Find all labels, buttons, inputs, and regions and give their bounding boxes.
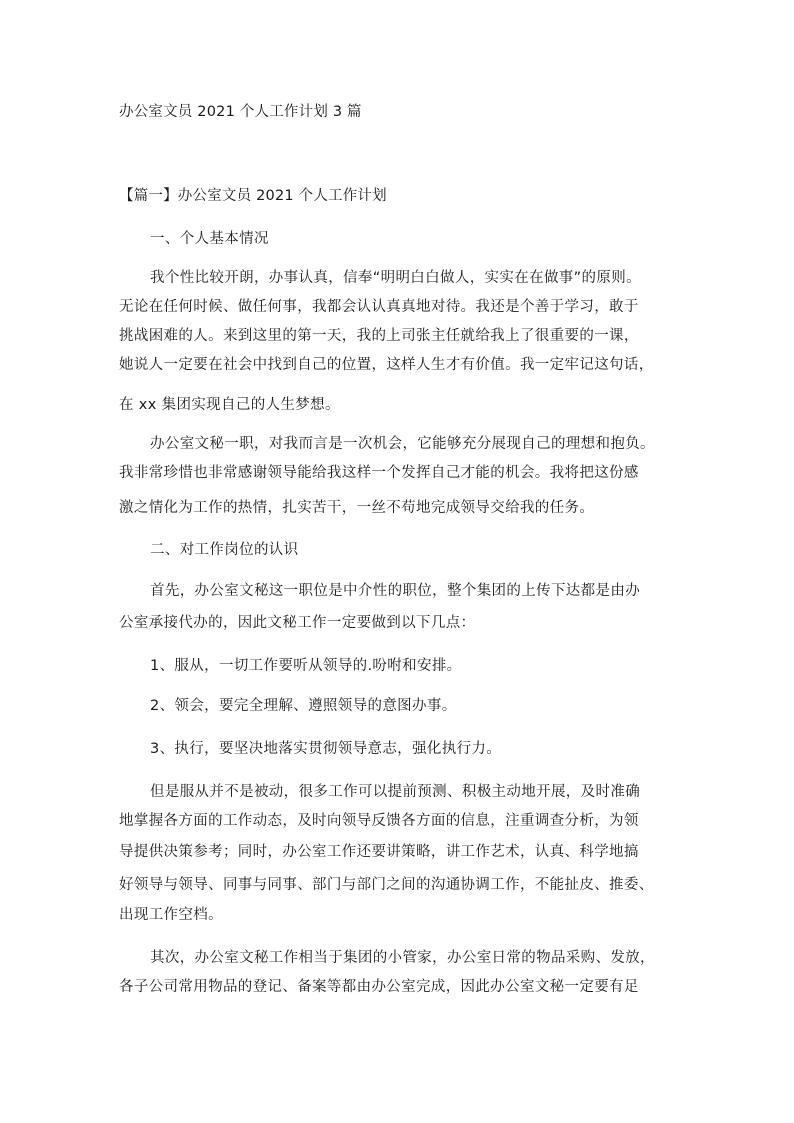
paragraph-line: 办公室文秘一职，对我而言是一次机会，它能够充分展现自己的理想和抱负。 bbox=[150, 436, 655, 452]
paragraph-line: 激之情化为工作的热情，扎实苦干，一丝不苟地完成领导交给我的任务。 bbox=[119, 500, 595, 516]
paragraph-line: 挑战困难的人。来到这里的第一天，我的上司张主任就给我上了很重要的一课， bbox=[119, 328, 639, 344]
list-item: 1、服从，一切工作要听从领导的.吩咐和安排。 bbox=[150, 658, 462, 674]
list-item: 3、执行，要坚决地落实贯彻领导意志，强化执行力。 bbox=[150, 741, 502, 757]
list-item: 2、领会，要完全理解、遵照领导的意图办事。 bbox=[150, 698, 457, 714]
paragraph-line: 但是服从并不是被动，很多工作可以提前预测、积极主动地开展，及时准确 bbox=[150, 784, 641, 800]
paragraph-line: 其次，办公室文秘工作相当于集团的小管家，办公室日常的物品采购、发放， bbox=[150, 950, 655, 966]
paragraph-line: 公室承接代办的，因此文秘工作一定要做到以下几点： bbox=[119, 615, 476, 631]
paragraph-line: 地掌握各方面的工作动态，及时向领导反馈各方面的信息，注重调查分析，为领 bbox=[119, 813, 639, 829]
paragraph-line: 各子公司常用物品的登记、备案等都由办公室完成，因此办公室文秘一定要有足 bbox=[119, 979, 639, 995]
heading-job-understanding: 二、对工作岗位的认识 bbox=[150, 542, 299, 558]
paragraph-line: 我非常珍惜也非常感谢领导能给我这样一个发挥自己才能的机会。我将把这份感 bbox=[119, 465, 639, 481]
heading-personal-info: 一、个人基本情况 bbox=[150, 231, 269, 247]
paragraph-line: 无论在任何时候、做任何事，我都会认认真真地对待。我还是个善于学习，敢于 bbox=[119, 299, 639, 315]
section-title: 【篇一】办公室文员 2021 个人工作计划 bbox=[119, 188, 387, 204]
paragraph-line: 导提供决策参考；同时，办公室工作还要讲策略，讲工作艺术，认真、科学地搞 bbox=[119, 844, 639, 860]
paragraph-line: 在 xx 集团实现自己的人生梦想。 bbox=[119, 397, 340, 413]
paragraph-line: 首先，办公室文秘这一职位是中介性的职位，整个集团的上传下达都是由办 bbox=[150, 583, 641, 599]
paragraph-line: 好领导与领导、同事与同事、部门与部门之间的沟通协调工作，不能扯皮、推委、 bbox=[119, 877, 654, 893]
paragraph-line: 她说人一定要在社会中找到自己的位置，这样人生才有价值。我一定牢记这句话， bbox=[119, 357, 654, 373]
document-title: 办公室文员 2021 个人工作计划 3 篇 bbox=[119, 104, 362, 120]
paragraph-line: 出现工作空档。 bbox=[119, 907, 223, 923]
paragraph-line: 我个性比较开朗，办事认真，信奉“明明白白做人，实实在在做事”的原则。 bbox=[150, 270, 641, 286]
